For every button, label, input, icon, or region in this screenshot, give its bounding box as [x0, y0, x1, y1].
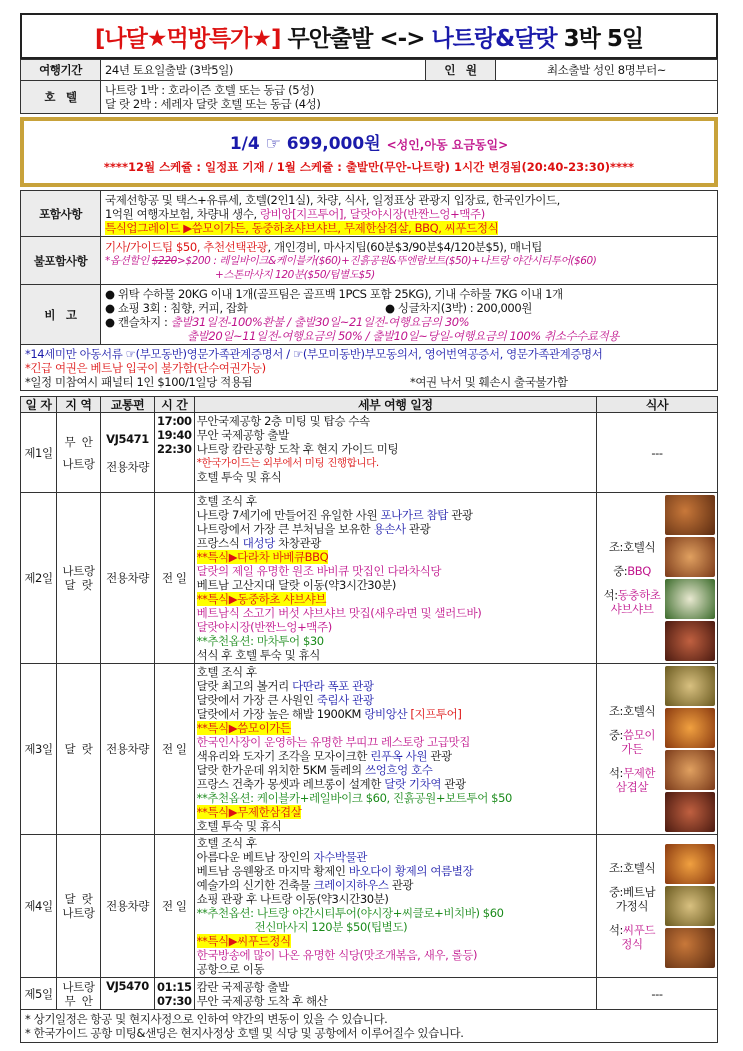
day-3-transport: 전용차량 [101, 664, 155, 835]
day-3-time: 전 일 [155, 664, 195, 835]
day-2-item-a: 나트랑 7세기에 만들어진 유일한 사원 [196, 508, 381, 522]
day-2-region-a: 나트랑 [62, 564, 95, 578]
meal-breakfast: 조:호텔식 [608, 540, 656, 554]
day-4-item: 한국방송에 많이 나온 유명한 식당(맛조개볶음, 새우, 롤등) [196, 948, 478, 962]
day-5-time-2: 07:30 [157, 993, 192, 1008]
food-photo [665, 928, 715, 968]
remark-content [101, 285, 718, 345]
day-5-item: 캄란 국제공항 출발 [196, 979, 289, 994]
meal-dinner-label: 석: [608, 766, 624, 780]
remark-single-charge: ● 싱글차지(3박) : 200,000원 [385, 300, 532, 315]
food-photo [665, 750, 715, 790]
note-child-docs: *14세미만 아동서류 ☞(부모동반)영문가족관계증명서 / ☞(부모미동반)부모동의서, 영어번역공증서, 영문가족관계증명서 [25, 347, 603, 361]
day-4-meal [597, 835, 718, 978]
day-3-label: 제3일 [21, 664, 57, 835]
day-4-item [197, 864, 594, 878]
exclude-line-2b: $220 [151, 254, 177, 267]
day-5-time-1: 01:15 [157, 979, 192, 994]
day-4-region-b: 나트랑 [62, 906, 95, 920]
day-2-item: 석식 후 호텔 투숙 및 휴식 [196, 648, 320, 662]
meal-lunch [599, 564, 665, 578]
day-5-item: 무안 국제공항 도착 후 해산 [196, 993, 328, 1008]
terms-table [20, 190, 718, 345]
remark-label: 비 고 [21, 285, 101, 345]
day-2-item [197, 550, 594, 564]
meal-lunch-label: 중: [613, 564, 628, 578]
day-3-item-b: 죽림사 관광 [316, 693, 374, 707]
day-2-detail [194, 493, 596, 664]
hotel-2: 달 랏 2박 : 세레자 달랏 호텔 또는 동급 (4성) [105, 97, 321, 111]
meal-breakfast: 조:호텔식 [608, 861, 656, 875]
day-4-item [197, 878, 594, 892]
meal-breakfast: 조:호텔식 [608, 704, 656, 718]
day-1-label: 제1일 [21, 413, 57, 493]
meal-text [599, 530, 665, 626]
people-value: 최소출발 성인 8명부터~ [496, 60, 718, 81]
exclude-line-2 [105, 254, 713, 268]
itinerary-page [20, 13, 718, 1043]
note-emergency-passport: *긴급 여권은 베트남 입국이 불가함(단수여권가능) [25, 361, 266, 375]
day-2-item [197, 508, 594, 522]
day-4-label: 제4일 [21, 835, 57, 978]
meal-dinner-value-2: 정식 [621, 937, 643, 951]
note-penalty: *일정 미참여시 패널티 1인 $100/1일당 적용됨 [25, 375, 253, 389]
day-4-item: 쇼핑 관광 후 나트랑 이동(약3시간30분) [196, 892, 389, 906]
food-photo [665, 886, 715, 926]
day-1-item: *한국가이드는 외부에서 미팅 진행합니다. [196, 457, 379, 469]
day-5-region [57, 978, 101, 1010]
day-1-region [57, 413, 101, 493]
food-photo [665, 666, 715, 706]
include-upgrade: 특식업그레이드 ▶씀모이가든, 동중하초샤브샤브, 무제한삼겹살, BBQ, 씨푸드정식 [105, 220, 499, 235]
day-2-item-b: 용손사 [373, 522, 406, 536]
title-prefix: [나달★먹방특가★] [94, 25, 281, 52]
day-3-item [197, 707, 594, 721]
meal-dinner [599, 766, 665, 794]
remark-line-3 [105, 315, 713, 329]
hotel-list [101, 81, 718, 114]
day-4-item [197, 934, 594, 948]
food-photo [665, 792, 715, 832]
day-1-times [155, 413, 195, 493]
remark-line-2 [105, 301, 713, 315]
day-3-item: 호텔 투숙 및 휴식 [196, 819, 282, 833]
day-2-item: 베트남식 소고기 버섯 샤브샤브 맛집(새우라면 및 샐러드바) [196, 606, 482, 620]
day-1-region-a: 무 안 [64, 434, 93, 449]
period-label: 여행기간 [21, 60, 101, 81]
meal-lunch-value: BBQ [627, 564, 651, 578]
day-3-item-a: 달랏에서 가장 높은 해발 1900KM [196, 707, 365, 721]
day-2-item-c: 관광 [447, 508, 473, 522]
day-4-item-c: 관광 [388, 878, 414, 892]
day-3-item-c: 관광 [441, 777, 466, 791]
day-3-row [21, 664, 718, 835]
day-1-meal: --- [597, 413, 718, 493]
day-3-item [197, 805, 594, 819]
remark-cancel-1: 출발31일전-100%환불 / 출발30일~21일전-여행요금의 30% [170, 314, 470, 329]
day-5-row [21, 978, 718, 1010]
day-5-region-a: 나트랑 [62, 979, 95, 994]
day-3-item-b: 린푸옥 사원 [370, 749, 428, 763]
meal-dinner-value-2: 샤브샤브 [610, 602, 654, 616]
include-line-3 [105, 221, 713, 235]
day-2-item [197, 592, 594, 606]
meal-text [599, 694, 665, 804]
day-4-detail [194, 835, 596, 978]
meal-dinner-value-2: 삼겹살 [615, 780, 649, 794]
day-2-special-meal: **특식▶다라차 바베큐BBQ [196, 550, 329, 564]
day-5-region-b: 무 안 [64, 993, 93, 1008]
day-2-item: 달랏야시장(반짠느엉+맥주) [196, 620, 332, 634]
price-box [20, 117, 718, 187]
day-3-item-a: 달랏 최고의 볼거리 [196, 679, 293, 693]
include-line-2 [105, 207, 713, 221]
meal-lunch-value: 가정식 [615, 899, 649, 913]
day-3-item [197, 749, 594, 763]
day-2-item: 호텔 조식 후 [196, 494, 257, 508]
note-guide-meeting: * 한국가이드 공항 미팅&샌딩은 현지사정상 호텔 및 식당 및 공항에서 이루어질수 있습니다. [25, 1026, 464, 1040]
schedule-change-note: ****12월 스케쥴 : 일정표 기재 / 1월 스케쥴 : 출발만(무안-나트랑) 1시간 변경됨(20:40-23:30)**** [103, 160, 635, 174]
day-3-item: 호텔 조식 후 [196, 665, 257, 679]
title-main: 무안출발 <-> [280, 25, 432, 52]
meal-dinner-value: 동충하초 [617, 588, 661, 602]
notes-bottom [20, 1010, 718, 1043]
day-3-item-a: 프랑스 건축가 몽셋과 레브롱이 설계한 [196, 777, 385, 791]
day-3-detail [194, 664, 596, 835]
day-2-item: 베트남 고산지대 달랏 이동(약3시간30분) [196, 578, 396, 592]
col-region: 지 역 [57, 397, 101, 413]
day-3-item-a: 달랏 한가운데 위치한 5KM 둘레의 [196, 763, 365, 777]
remark-shopping: ● 쇼핑 3회 : 침향, 커피, 잡화 [105, 300, 248, 315]
day-3-item-c: [지프투어] [407, 707, 462, 721]
note-passport-damage: *여권 낙서 및 훼손시 출국불가함 [410, 375, 568, 389]
exclude-line-1a: 기사/가이드팁 $50, 추천선택관광 [105, 239, 268, 254]
exclude-line-1 [105, 240, 713, 254]
include-line-2b: 랑비앙[지프투어], 달랏야시장(반짠느엉+맥주) [259, 206, 485, 221]
meal-dinner-value: 무제한 [623, 766, 656, 780]
day-2-row [21, 493, 718, 664]
exclude-line-2c: >$200 : 레일바이크&케이블카($60)+진흙공원&뚜엔람보트($50)+나트랑 야간시티투어($60) [176, 254, 597, 267]
meal-dinner-label: 석: [603, 588, 618, 602]
day-4-item-a: 아름다운 베트남 장인의 [196, 850, 314, 864]
info-table [20, 59, 718, 114]
meal-lunch [599, 728, 665, 756]
food-photos [665, 844, 715, 968]
day-3-item-b: 달랏 기차역 [384, 777, 442, 791]
food-photo [665, 495, 715, 535]
title-destination: 나트랑&달랏 [431, 25, 557, 52]
day-3-region: 달 랏 [57, 664, 101, 835]
exclude-label: 불포함사항 [21, 237, 101, 285]
day-2-item: **추천옵션: 마차투어 $30 [196, 634, 324, 648]
day-4-item: **추천옵션: 나트랑 야간시티투어(야시장+씨클로+비치바) $60 [196, 906, 504, 920]
day-2-meal [597, 493, 718, 664]
day-1-time-3: 22:30 [157, 442, 192, 456]
day-1-row [21, 413, 718, 493]
day-1-region-b: 나트랑 [62, 456, 95, 471]
day-5-flight: VJ5470 [101, 978, 155, 1010]
day-5-label: 제5일 [21, 978, 57, 1010]
col-transport: 교통편 [101, 397, 155, 413]
food-photo [665, 537, 715, 577]
day-4-time: 전 일 [155, 835, 195, 978]
day-4-row [21, 835, 718, 978]
meal-dinner-value: 씨푸드 [623, 923, 656, 937]
food-photo [665, 579, 715, 619]
col-detail: 세부 여행 일정 [194, 397, 596, 413]
exclude-content [101, 237, 718, 285]
remark-line-4: 출발20일~11일전-여행요금의 50% / 출발10일~당일-여행요금의 100% 취소수수료적용 [187, 328, 620, 343]
day-3-item-a: 달랏에서 가장 큰 사원인 [196, 693, 317, 707]
day-2-special-meal: **특식▶동중하초 샤브샤브 [196, 592, 327, 606]
day-5-meal: --- [597, 978, 718, 1010]
meal-lunch [599, 885, 665, 913]
day-3-item-b: 랑비앙산 [364, 707, 408, 721]
people-label: 인 원 [426, 60, 496, 81]
include-content [101, 191, 718, 237]
day-4-special-meal: **특식▶씨푸드정식 [196, 934, 291, 948]
day-3-item [197, 777, 594, 791]
day-1-item: 호텔 투숙 및 휴식 [196, 470, 282, 484]
meal-block [599, 666, 715, 832]
meal-lunch-value-2: 가든 [621, 742, 643, 756]
include-line-1: 국제선항공 및 택스+유류세, 호텔(2인1실), 차량, 식사, 일정표상 관광지 입장료, 한국인가이드, [105, 192, 560, 207]
day-1-detail [194, 413, 596, 493]
day-4-item-b: 크레이지하우스 [313, 878, 389, 892]
meal-lunch-label: 중:베트남 [608, 885, 656, 899]
day-3-meal [597, 664, 718, 835]
meal-block [599, 495, 715, 661]
day-2-item-c: 관광 [405, 522, 431, 536]
day-3-special-meal: **특식▶씀모이가든 [196, 721, 291, 735]
meal-dinner-label: 석: [608, 923, 624, 937]
day-4-transport: 전용차량 [101, 835, 155, 978]
schedule-table [20, 396, 718, 1010]
day-4-region-a: 달 랏 [64, 892, 93, 906]
page-title [20, 13, 718, 59]
day-2-transport: 전용차량 [101, 493, 155, 664]
day-4-item-b: 바오다이 황제의 여름별장 [348, 864, 474, 878]
day-2-label: 제2일 [21, 493, 57, 664]
food-photo [665, 708, 715, 748]
day-4-item [197, 850, 594, 864]
day-3-item [197, 721, 594, 735]
day-2-item-a: 나트랑에서 가장 큰 부처님을 보유한 [196, 522, 374, 536]
meal-lunch-label: 중: [608, 728, 624, 742]
day-2-item [197, 522, 594, 536]
notes-top [20, 345, 718, 391]
remark-line-1: ● 위탁 수하물 20KG 이내 1개(골프팀은 골프백 1PCS 포함 25KG), 기내 수하물 7KG 이내 1개 [105, 286, 563, 301]
day-4-item-a: 예술가의 신기한 건축물 [196, 878, 314, 892]
food-photo [665, 621, 715, 661]
period-value: 24년 토요일출발 (3박5일) [101, 60, 426, 81]
meal-dinner [599, 588, 665, 616]
hotel-1: 나트랑 1박 : 호라이즌 호텔 또는 동급 (5성) [105, 83, 314, 97]
day-3-special-meal: **특식▶무제한삼겹살 [196, 805, 302, 819]
note-penalty-row [25, 375, 713, 389]
day-5-detail [194, 978, 596, 1010]
price-value: 1/4 ☞ 699,000원 [229, 134, 381, 154]
day-3-item [197, 679, 594, 693]
meal-text [599, 851, 665, 961]
title-nights: 3박 5일 [556, 25, 644, 52]
day-3-item-c: 관광 [427, 749, 452, 763]
day-4-item: 전신마사지 120분 $50(팁별도) [254, 920, 408, 934]
remark-cancel-label: ● 캔슬차지 : [105, 314, 171, 329]
day-3-item: **추천옵션: 케이블카+레일바이크 $60, 진흙공원+보트투어 $50 [196, 791, 512, 805]
col-time: 시 간 [155, 397, 195, 413]
day-1-vehicle: 전용차량 [106, 459, 149, 474]
food-photo [665, 844, 715, 884]
day-3-item-b: 쓰엉흐엉 호수 [364, 763, 433, 777]
day-2-item-a: 프랑스식 [196, 536, 243, 550]
day-3-item-b: 다딴라 폭포 관광 [292, 679, 374, 693]
col-day: 일 자 [21, 397, 57, 413]
day-4-region [57, 835, 101, 978]
day-1-transport [101, 413, 155, 493]
meal-dinner [599, 923, 665, 951]
col-meal: 식사 [597, 397, 718, 413]
food-photos [665, 666, 715, 832]
day-1-item: 나트랑 캄란공항 도착 후 현지 가이드 미팅 [196, 442, 399, 456]
day-2-item-c: 차창관광 [274, 536, 321, 550]
include-label: 포함사항 [21, 191, 101, 237]
price-line [230, 129, 508, 154]
day-2-region-b: 달 랏 [64, 578, 93, 592]
day-2-region [57, 493, 101, 664]
include-line-2a: 1억원 여행자보험, 차량내 생수, [105, 206, 260, 221]
day-1-flight: VJ5471 [106, 431, 149, 446]
exclude-line-3: +스톤마사지 120분($50/팁별도$5) [215, 268, 375, 281]
food-photos [665, 495, 715, 661]
meal-block [599, 844, 715, 968]
day-1-time-2: 19:40 [157, 428, 192, 442]
meal-lunch-value: 씀모이 [623, 728, 656, 742]
exclude-line-2a: *옵션할인 [105, 254, 152, 267]
day-3-item [197, 693, 594, 707]
day-2-item: 달랏의 제일 유명한 원조 바비큐 맛집인 다라차식당 [196, 564, 442, 578]
day-5-times [155, 978, 195, 1010]
day-4-item: 공항으로 이동 [196, 962, 265, 976]
day-3-item [197, 763, 594, 777]
day-1-time-1: 17:00 [157, 414, 192, 428]
day-1-item: 무안국제공항 2층 미팅 및 탑승 수속 [196, 414, 370, 428]
day-1-item: 무안 국제공항 출발 [196, 428, 289, 442]
day-2-item-b: 포나가르 참탑 [380, 508, 448, 522]
day-2-item [197, 536, 594, 550]
exclude-line-1b: , 개인경비, 마사지팁(60분$3/90분$4/120분$5), 매너팁 [267, 239, 542, 254]
day-3-item-a: 색유리와 도자기 조각을 모자이크한 [196, 749, 371, 763]
hotel-label: 호 텔 [21, 81, 101, 114]
day-4-item-b: 자수박물관 [313, 850, 368, 864]
day-3-item: 한국인사장이 운영하는 유명한 부띠끄 레스토랑 고급맛집 [196, 735, 470, 749]
day-4-item: 호텔 조식 후 [196, 836, 257, 850]
price-note: <성인,아동 요금동일> [386, 138, 509, 152]
note-schedule-change: * 상기일정은 항공 및 현지사정으로 인하여 약간의 변동이 있을 수 있습니다. [25, 1012, 388, 1026]
day-4-item-a: 베트남 응웬왕조 마지막 황제인 [196, 864, 349, 878]
day-2-time: 전 일 [155, 493, 195, 664]
day-2-item-b: 대성당 [242, 536, 275, 550]
